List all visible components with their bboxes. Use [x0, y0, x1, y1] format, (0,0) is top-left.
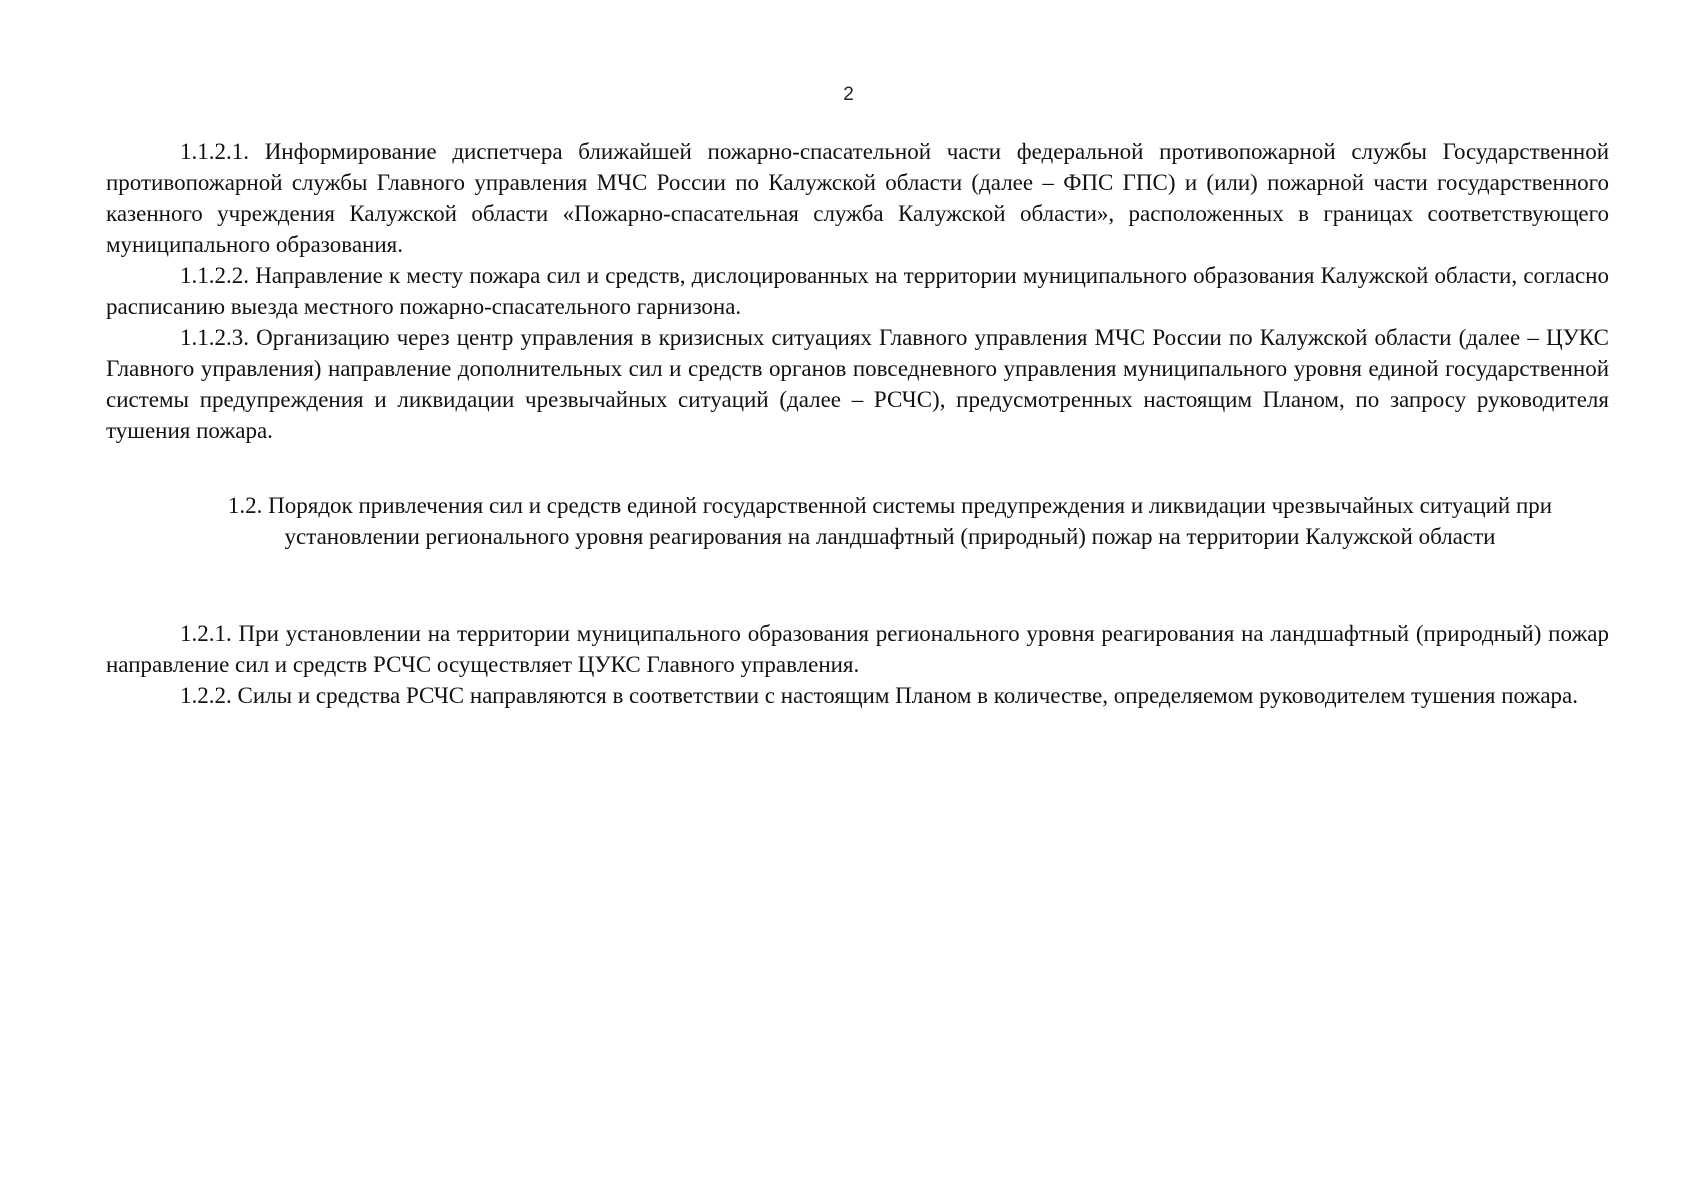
paragraph-1-1-2-1: 1.1.2.1. Информирование диспетчера ближайшей пожарно-спасательной части федеральной противопожарной службы Государственной противопожарной службы Главного управления МЧС России по Калужской области (далее – ФПС ГПС) и (или) пожарной части государственного казенного учреждения Калужской области «Пожарно-спасательная служба Калужской области», расположенных в границах соответствующего муниципального образования.	[106, 139, 1609, 257]
paragraph-1-1-2-2: 1.1.2.2. Направление к месту пожара сил и средств, дислоцированных на территории муниципального образования Калужской области, согласно расписанию выезда местного пожарно-спасательного гарнизона.	[106, 263, 1609, 319]
paragraph-1-2-1: 1.2.1. При установлении на территории муниципального образования регионального уровня реагирования на ландшафтный (природный) пожар направление сил и средств РСЧС осуществляет ЦУКС Главного управления.	[106, 621, 1609, 677]
page-number: 2	[843, 84, 854, 105]
paragraph-1-1-2-3: 1.1.2.3. Организацию через центр управления в кризисных ситуациях Главного управления МЧС России по Калужской области (далее – ЦУКС Главного управления) направление дополнительных сил и средств органов повседневного управления муниципального уровня единой государственной системы предупреждения и ликвидации чрезвычайных ситуаций (далее – РСЧС), предусмотренных настоящим Планом, по запросу руководителя тушения пожара.	[106, 325, 1609, 443]
section-heading-1-2: 1.2. Порядок привлечения сил и средств единой государственной системы предупреждения и ликвидации чрезвычайных ситуаций при установлении регионального уровня реагирования на ландшафтный (природный) пожар на территории Калужской области	[227, 493, 1553, 549]
top-paragraphs	[106, 136, 1609, 446]
paragraph-1-2-2: 1.2.2. Силы и средства РСЧС направляются в соответствии с настоящим Планом в количестве, определяемом руководителем тушения пожара.	[180, 683, 1579, 708]
bottom-paragraphs	[106, 618, 1609, 711]
